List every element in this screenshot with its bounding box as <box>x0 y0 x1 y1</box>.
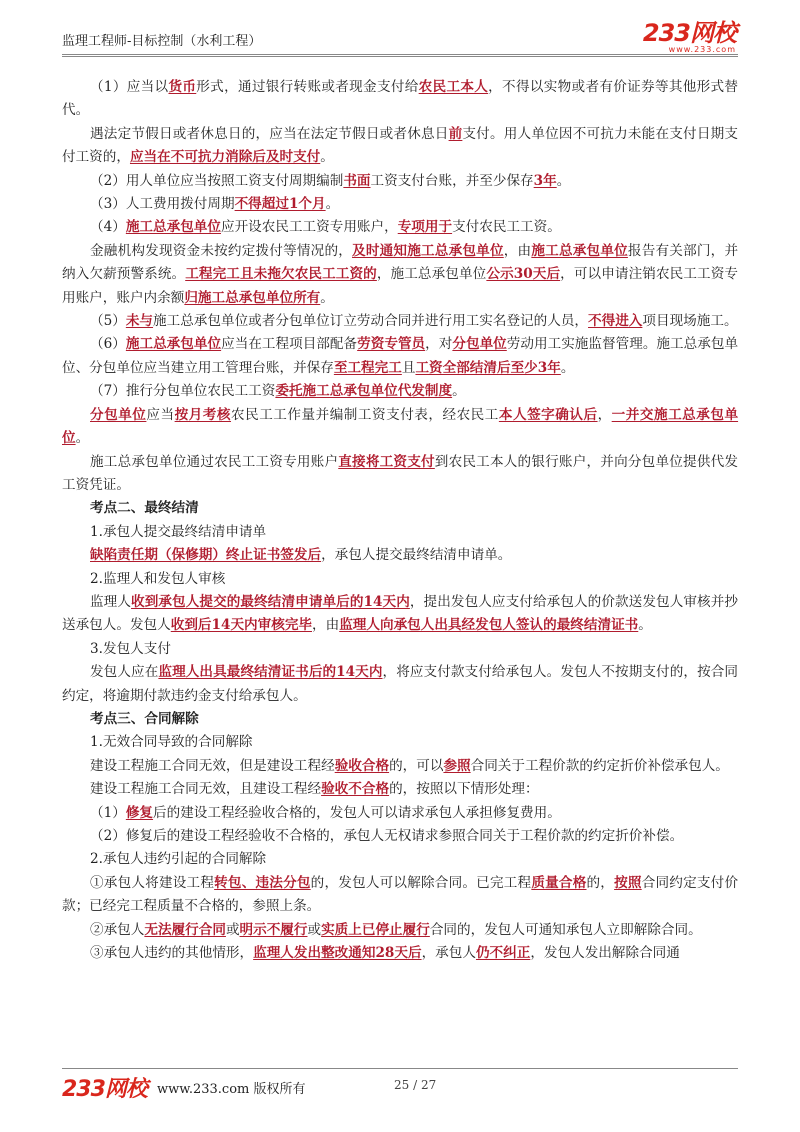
page-footer <box>62 1072 738 1102</box>
text-run: 工资支付台账，并至少保存 <box>370 172 534 189</box>
header-divider <box>62 54 738 55</box>
paragraph <box>62 170 738 193</box>
text-run: 支付农民工工资。 <box>452 219 561 236</box>
highlighted-text: 无法履行合同 <box>144 921 226 938</box>
highlighted-text: 监理人发出整改通知28天后 <box>253 945 422 962</box>
highlighted-text: 至工程完工 <box>333 359 402 376</box>
highlighted-text: 应当在不可抗力消除后及时支付 <box>129 149 321 166</box>
footer-copyright: www.233.com 版权所有 <box>157 1082 306 1097</box>
text-run: （2）修复后的建设工程经验收不合格的，承包人无权请求参照合同关于工程价款的约定折价补偿。 <box>90 828 684 844</box>
text-run: ，发包人发出解除合同通 <box>530 945 680 962</box>
text-run: 。 <box>320 289 334 306</box>
highlighted-text: 转包、违法分包 <box>214 874 311 891</box>
highlighted-text: 本人签字确认后 <box>498 406 598 423</box>
text-run: 或 <box>225 921 240 938</box>
text-run: 劳动用工实施监督管理。施工总承包单位、分包单位应当建立用工管理台账，并保存 <box>62 336 739 376</box>
highlighted-text: 3年 <box>533 172 557 189</box>
highlighted-text: 验收合格 <box>334 757 390 774</box>
text-run: 到农民工本人的银行账户，并向分包单位提供代发工资凭证。 <box>62 453 739 493</box>
highlighted-text: 书面 <box>343 172 371 189</box>
paragraph <box>62 123 738 170</box>
highlighted-text: 分包单位 <box>452 336 507 353</box>
text-run: 的，发包人可以解除合同。已完工程 <box>310 874 532 891</box>
text-run: 建设工程施工合同无效，但是建设工程经 <box>90 757 335 774</box>
highlighted-text: 施工总承包单位 <box>125 219 221 236</box>
text-run: ，由 <box>503 242 532 259</box>
text-run: 合同约定支付价款；已经完工程质量不合格的，参照上条。 <box>62 874 739 915</box>
text-run: 合同关于工程价款的约定折价补偿承包人。 <box>470 757 729 774</box>
highlighted-text: 归施工总承包单位所有 <box>184 289 321 306</box>
paragraph <box>62 942 738 965</box>
highlighted-text: 质量合格 <box>531 874 587 891</box>
text-run: ③承包人违约的其他情形， <box>90 945 254 962</box>
text-run: 形式，通过银行转账或者现金支付给 <box>196 79 419 95</box>
text-run: ，由 <box>312 617 340 634</box>
highlighted-text: 实质上已停止履行 <box>321 921 430 938</box>
highlighted-text: 专项用于 <box>397 219 453 236</box>
highlighted-text: 前 <box>448 125 463 142</box>
paragraph <box>62 451 738 498</box>
paragraph <box>62 755 738 778</box>
highlighted-text: 参照 <box>443 757 471 774</box>
highlighted-text: 公示30天后 <box>486 266 561 283</box>
paragraph <box>62 591 738 638</box>
text-run: （2）用人单位应当按照工资支付周期编制 <box>90 172 344 189</box>
text-run: 合同的，发包人可通知承包人立即解除合同。 <box>429 921 702 938</box>
footer-divider <box>62 1068 738 1069</box>
brand-logo-text: 233网校 <box>642 19 736 47</box>
text-run: 2.监理人和发包人审核 <box>90 570 226 587</box>
text-run: ，将应支付款支付给承包人。发包人不按期支付的，按合同约定，将逾期付款违约金支付给承包人。 <box>62 664 739 704</box>
text-run: （1） <box>90 804 126 821</box>
section-heading <box>62 708 738 731</box>
highlighted-text: 收到承包人提交的最终结清申请单后的14天内 <box>131 593 410 610</box>
text-run: 后的建设工程经验收合格的，发包人可以请求承包人承担修复费用。 <box>153 804 561 821</box>
highlighted-text: 监理人出具最终结清证书后的14天内 <box>158 664 383 681</box>
text-run: 应当 <box>146 406 175 423</box>
text-run: 2.承包人违约引起的合同解除 <box>90 851 267 868</box>
text-run: 应开设农民工工资专用账户， <box>221 219 398 236</box>
text-run: 的，可以 <box>389 757 444 774</box>
text-run: （3）人工费用拨付周期 <box>90 196 235 213</box>
highlighted-text: 不得超过1个月 <box>234 196 326 213</box>
text-run: ，承包人 <box>421 945 476 962</box>
text-run: 支付。用人单位因不可抗力未能在支付日期支付工资的， <box>62 125 739 166</box>
document-body <box>62 76 738 965</box>
paragraph <box>62 544 738 567</box>
paragraph <box>62 778 738 801</box>
text-run: 监理人 <box>90 593 132 610</box>
paragraph <box>62 333 738 380</box>
text-run: （1）应当以 <box>90 79 169 95</box>
paragraph <box>62 825 738 848</box>
text-run: 且 <box>401 359 416 376</box>
text-run: ①承包人将建设工程 <box>90 874 215 891</box>
text-run: 。 <box>556 172 571 189</box>
text-run: 1.承包人提交最终结清申请单 <box>90 523 267 540</box>
brand-logo[interactable] <box>643 20 736 54</box>
text-run: （4） <box>90 219 126 236</box>
highlighted-text: 未与 <box>125 313 154 330</box>
section-heading <box>62 497 738 520</box>
paragraph <box>62 193 738 216</box>
paragraph <box>62 310 738 333</box>
highlighted-text: 及时通知施工总承包单位 <box>352 242 504 259</box>
text-run: ，提出发包人应支付给承包人的价款送发包人审核并抄送承包人。发包人 <box>62 593 739 634</box>
header-divider-secondary <box>62 56 738 57</box>
paragraph <box>62 568 738 591</box>
text-run: 。 <box>452 383 466 400</box>
highlighted-text: 施工总承包单位 <box>531 242 628 259</box>
paragraph <box>62 848 738 871</box>
paragraph <box>62 380 738 403</box>
highlighted-text: 按照 <box>614 874 642 891</box>
paragraph <box>62 638 738 661</box>
highlighted-text: 直接将工资支付 <box>338 453 435 470</box>
highlighted-text: 修复 <box>125 804 154 821</box>
text-run: 的，按照以下情形处理： <box>389 781 539 798</box>
brand-logo-url: www.233.com <box>668 45 736 54</box>
paragraph <box>62 802 738 825</box>
text-run: 遇法定节假日或者休息日的，应当在法定节假日或者休息日 <box>90 125 449 142</box>
highlighted-text: 明示不履行 <box>239 921 308 938</box>
paragraph <box>62 216 738 239</box>
text-run: ，施工总承包单位 <box>376 266 487 283</box>
text-run: ②承包人 <box>90 921 145 938</box>
text-run: 考点二、最终结清 <box>90 500 199 517</box>
text-run: 建设工程施工合同无效，且建设工程经 <box>90 781 322 798</box>
text-run: 农民工工作量并编制工资支付表，经农民工 <box>231 406 499 423</box>
text-run: 3.发包人支付 <box>90 640 171 657</box>
text-run: 或 <box>307 921 322 938</box>
text-run: （6） <box>90 336 126 353</box>
text-run: ，承包人提交最终结清申请单。 <box>321 547 512 564</box>
text-run: 施工总承包单位或者分包单位订立劳动合同并进行用工实名登记的人员， <box>153 313 589 330</box>
text-run: ，不得以实物或者有价证券等其他形式替代。 <box>62 79 739 119</box>
paragraph <box>62 919 738 942</box>
text-run: 应当在工程项目部配备 <box>221 336 358 353</box>
paragraph <box>62 240 738 310</box>
highlighted-text: 监理人向承包人出具经发包人签认的最终结清证书 <box>339 617 639 634</box>
text-run: 项目现场施工。 <box>642 313 738 330</box>
text-run: 的， <box>586 874 615 891</box>
paragraph <box>62 521 738 544</box>
footer-logo[interactable]: 233网校 <box>62 1077 147 1102</box>
paragraph <box>62 404 738 451</box>
text-run: 1.无效合同导致的合同解除 <box>90 734 253 751</box>
text-run: 金融机构发现资金未按约定拨付等情况的， <box>90 242 353 259</box>
paragraph <box>62 731 738 754</box>
text-run: 。 <box>325 196 340 213</box>
text-run: ，对 <box>425 336 453 353</box>
highlighted-text: 劳资专管员 <box>357 336 426 353</box>
highlighted-text: 委托施工总承包单位代发制度 <box>275 383 453 400</box>
text-run: ， <box>597 406 612 423</box>
highlighted-text: 分包单位 <box>90 406 147 423</box>
highlighted-text: 施工总承包单位 <box>125 336 222 353</box>
highlighted-text: 验收不合格 <box>321 781 390 798</box>
text-run: 。 <box>320 149 334 166</box>
text-run: （5） <box>90 313 126 330</box>
text-run: 。 <box>560 359 575 376</box>
highlighted-text: 缺陷责任期（保修期）终止证书签发后 <box>90 547 322 564</box>
text-run: ，可以申请注销农民工工资专用账户，账户内余额 <box>62 266 739 306</box>
highlighted-text: 农民工本人 <box>418 79 489 95</box>
text-run: 报告有关部门，并纳入欠薪预警系统。 <box>62 242 739 283</box>
text-run: 。 <box>75 430 90 447</box>
text-run: 。 <box>638 617 652 634</box>
highlighted-text: 工资全部结清后至少3年 <box>415 359 561 376</box>
highlighted-text: 一并交施工总承包单位 <box>62 406 739 447</box>
paragraph <box>62 872 738 919</box>
highlighted-text: 按月考核 <box>174 406 232 423</box>
highlighted-text: 货币 <box>168 79 197 95</box>
text-run: 发包人应在 <box>90 664 159 681</box>
paragraph <box>62 76 738 123</box>
text-run: 施工总承包单位通过农民工工资专用账户 <box>90 453 339 470</box>
header-title: 监理工程师-目标控制（水利工程） <box>62 34 262 49</box>
highlighted-text: 收到后14天内审核完毕 <box>170 617 313 634</box>
highlighted-text: 不得进入 <box>588 313 643 330</box>
paragraph <box>62 661 738 708</box>
page-number: 25 / 27 <box>394 1078 437 1092</box>
highlighted-text: 工程完工且未拖欠农民工工资的 <box>185 266 377 283</box>
text-run: 考点三、合同解除 <box>90 710 199 727</box>
text-run: （7）推行分包单位农民工工资 <box>90 383 276 400</box>
highlighted-text: 仍不纠正 <box>475 945 531 962</box>
